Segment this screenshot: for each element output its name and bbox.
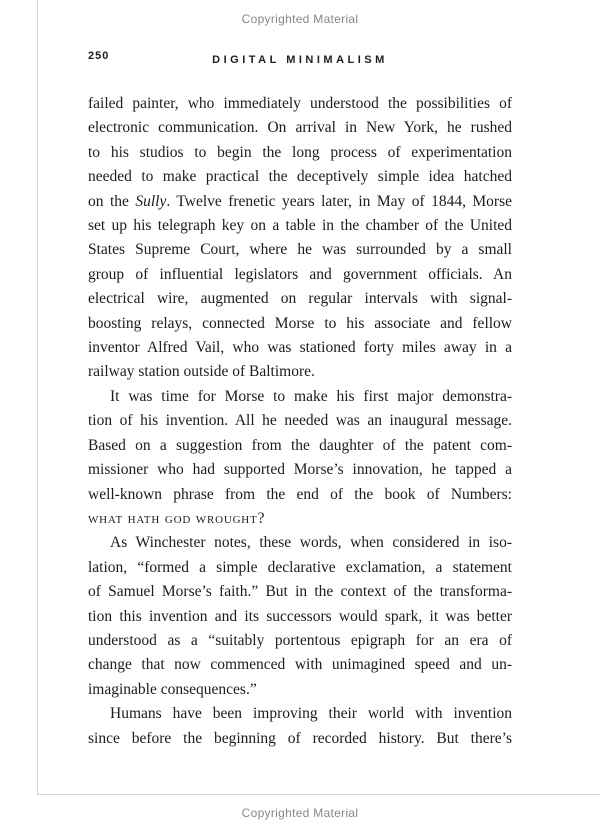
text-segment: missioner who had supported Morse’s innovation, he tapped a: [88, 461, 512, 479]
text-line: [88, 287, 512, 311]
text-line: [88, 238, 512, 262]
text-line: [88, 434, 512, 458]
text-segment: . Twelve frenetic years later, in May of 1844, Morse: [166, 192, 512, 210]
text-line: [88, 409, 512, 433]
text-line: [88, 531, 512, 555]
text-segment: As Winchester notes, these words, when considered in iso-: [110, 534, 512, 552]
text-line: [88, 385, 512, 409]
text-line: [88, 629, 512, 653]
body-text: [88, 92, 512, 751]
text-segment: railway station outside of Baltimore.: [88, 363, 315, 381]
text-line: [88, 507, 512, 531]
text-segment: Humans have been improving their world with invention: [110, 705, 512, 723]
text-segment: to his studios to begin the long process of experimentation: [88, 143, 512, 161]
text-line: [88, 458, 512, 482]
text-segment: States Supreme Court, where he was surrounded by a small: [88, 241, 512, 259]
copyright-notice-top: Copyrighted Material: [241, 12, 359, 26]
page-edge-left: [37, 0, 38, 794]
text-segment: electronic communication. On arrival in New York, he rushed: [88, 119, 512, 137]
text-line: [88, 678, 512, 702]
text-line: [88, 336, 512, 360]
text-segment: what hath god wrought?: [88, 509, 266, 527]
text-segment: well-known phrase from the end of the book of Numbers:: [88, 485, 512, 503]
text-segment: set up his telegraph key on a table in the chamber of the United: [88, 217, 512, 235]
text-line: [88, 605, 512, 629]
text-segment: of Samuel Morse’s faith.” But in the context of the transforma-: [88, 583, 512, 601]
text-line: [88, 165, 512, 189]
text-line: [88, 214, 512, 238]
text-segment: needed to make practical the deceptively simple idea hatched: [88, 168, 512, 186]
text-segment: failed painter, who immediately understood the possibilities of: [88, 95, 512, 112]
text-segment: tion this invention and its successors would spark, it was better: [88, 607, 512, 625]
text-segment: inventor Alfred Vail, who was stationed forty miles away in a: [88, 339, 512, 357]
text-segment: lation, “formed a simple declarative exclamation, a statement: [88, 558, 512, 576]
text-line: [88, 141, 512, 165]
text-segment: Sully: [135, 192, 167, 210]
running-head: DIGITAL MINIMALISM: [212, 54, 388, 66]
text-line: [88, 92, 512, 116]
text-line: [88, 653, 512, 677]
text-line: [88, 556, 512, 580]
text-segment: since before the beginning of recorded history. But there’s: [88, 729, 512, 747]
text-segment: imaginable consequences.”: [88, 680, 257, 698]
page-header: [88, 50, 512, 68]
text-segment: boosting relays, connected Morse to his associate and fellow: [88, 314, 512, 332]
text-line: [88, 580, 512, 604]
text-segment: change that now commenced with unimagined speed and un-: [88, 656, 512, 674]
text-line: [88, 360, 512, 384]
text-segment: understood as a “suitably portentous epigraph for an era of: [88, 631, 512, 649]
text-line: [88, 190, 512, 214]
text-line: [88, 727, 512, 751]
text-segment: group of influential legislators and government officials. An: [88, 265, 512, 283]
copyright-notice-bottom: Copyrighted Material: [241, 806, 359, 820]
text-segment: It was time for Morse to make his first major demonstra-: [110, 387, 512, 405]
text-line: [88, 263, 512, 287]
text-line: [88, 312, 512, 336]
text-segment: tion of his invention. All he needed was an inaugural message.: [88, 412, 512, 430]
text-segment: Based on a suggestion from the daughter of the patent com-: [88, 436, 512, 454]
text-line: [88, 116, 512, 140]
page-edge-bottom: [37, 794, 600, 795]
page-number: 250: [88, 50, 110, 62]
text-segment: electrical wire, augmented on regular intervals with signal-: [88, 290, 512, 308]
text-line: [88, 483, 512, 507]
text-line: [88, 702, 512, 726]
text-segment: on the: [88, 192, 136, 210]
